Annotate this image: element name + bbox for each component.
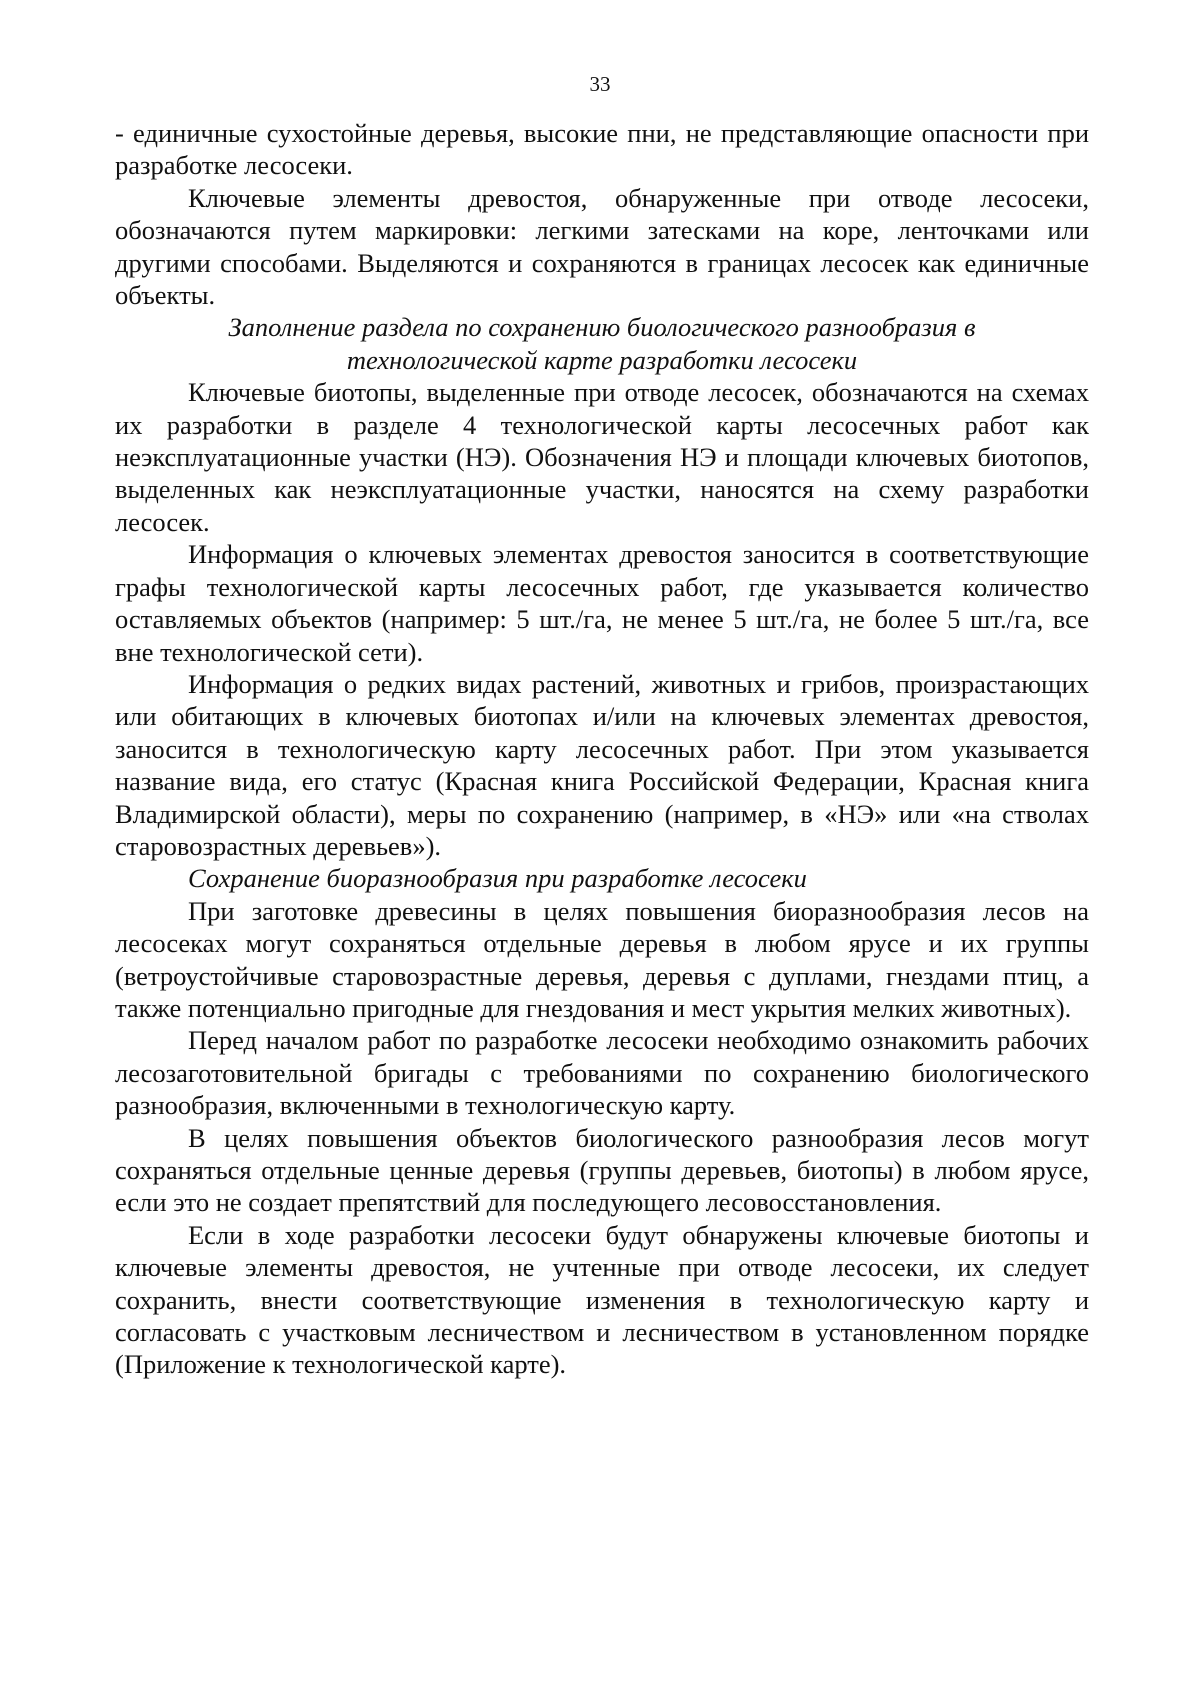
paragraph-key-biotopes: Ключевые биотопы, выделенные при отводе лесосек, обозначаются на схемах их разработки в разделе 4 технологической карты лесосечных работ как неэксплуатационные участки (НЭ). Обозначения НЭ и площади ключевых биотопов, выделенных как неэксплуатационные участки, наносятся на схему разработки лесосек.: [115, 377, 1089, 537]
paragraph-rare-species: Информация о редких видах растений, животных и грибов, произрастающих или обитающих в ключевых биотопах и/или на ключевых элементах древостоя, заносится в технологическую карту лесосечных работ. При этом указывается название вида, его статус (Красная книга Российской Федерации, Красная книга Владимирской области), меры по сохранению (например, в «НЭ» или «на стволах старовозрастных деревьев»).: [115, 668, 1089, 861]
paragraph-key-elements-marking: Ключевые элементы древостоя, обнаруженные при отводе лесосеки, обозначаются путем маркировки: легкими затесками на коре, ленточками или другими способами. Выделяются и сохраняются в границах лесосек как единичные объекты.: [115, 182, 1089, 311]
section-heading-line-2: технологической карте разработки лесосеки: [346, 344, 858, 375]
document-body: [115, 117, 1089, 1381]
paragraph-crew-briefing: Перед началом работ по разработке лесосеки необходимо ознакомить рабочих лесозаготовительной бригады с требованиями по сохранению биологического разнообразия, включенными в технологическую карту.: [115, 1025, 1089, 1121]
paragraph-valuable-trees: В целях повышения объектов биологического разнообразия лесов могут сохраняться отдельные ценные деревья (группы деревьев, биотопы) в любом ярусе, если это не создает препятствий для последующего лесовосстановления.: [115, 1122, 1089, 1218]
page-number: 33: [589, 72, 611, 96]
paragraph-unrecorded-biotopes: Если в ходе разработки лесосеки будут обнаружены ключевые биотопы и ключевые элементы древостоя, не учтенные при отводе лесосеки, их следует сохранить, внести соответствующие изменения в технологическую карту и согласовать с участковым лесничеством и лесничеством в установленном порядке (Приложение к технологической карте).: [115, 1219, 1089, 1380]
paragraph-retained-trees: При заготовке древесины в целях повышения биоразнообразия лесов на лесосеках могут сохраняться отдельные деревья в любом ярусе и их группы (ветроустойчивые старовозрастные деревья, деревья с дуплами, гнездами птиц, а также потенциально пригодные для гнездования и мест укрытия мелких животных).: [115, 895, 1089, 1023]
section-heading-line-1: Заполнение раздела по сохранению биологического разнообразия в: [228, 312, 976, 343]
paragraph-key-elements-info: Информация о ключевых элементах древостоя заносится в соответствующие графы технологической карты лесосечных работ, где указывается количество оставляемых объектов (например: 5 шт./га, не менее 5 шт./га, не более 5 шт./га, все вне технологической сети).: [115, 539, 1089, 667]
section-heading-biodiversity-harvest: Сохранение биоразнообразия при разработке лесосеки: [188, 863, 807, 894]
paragraph-deadwood-list-item: - единичные сухостойные деревья, высокие пни, не представляющие опасности при разработке лесосеки.: [115, 118, 1089, 181]
section-heading-biodiversity-map: [115, 311, 1089, 376]
